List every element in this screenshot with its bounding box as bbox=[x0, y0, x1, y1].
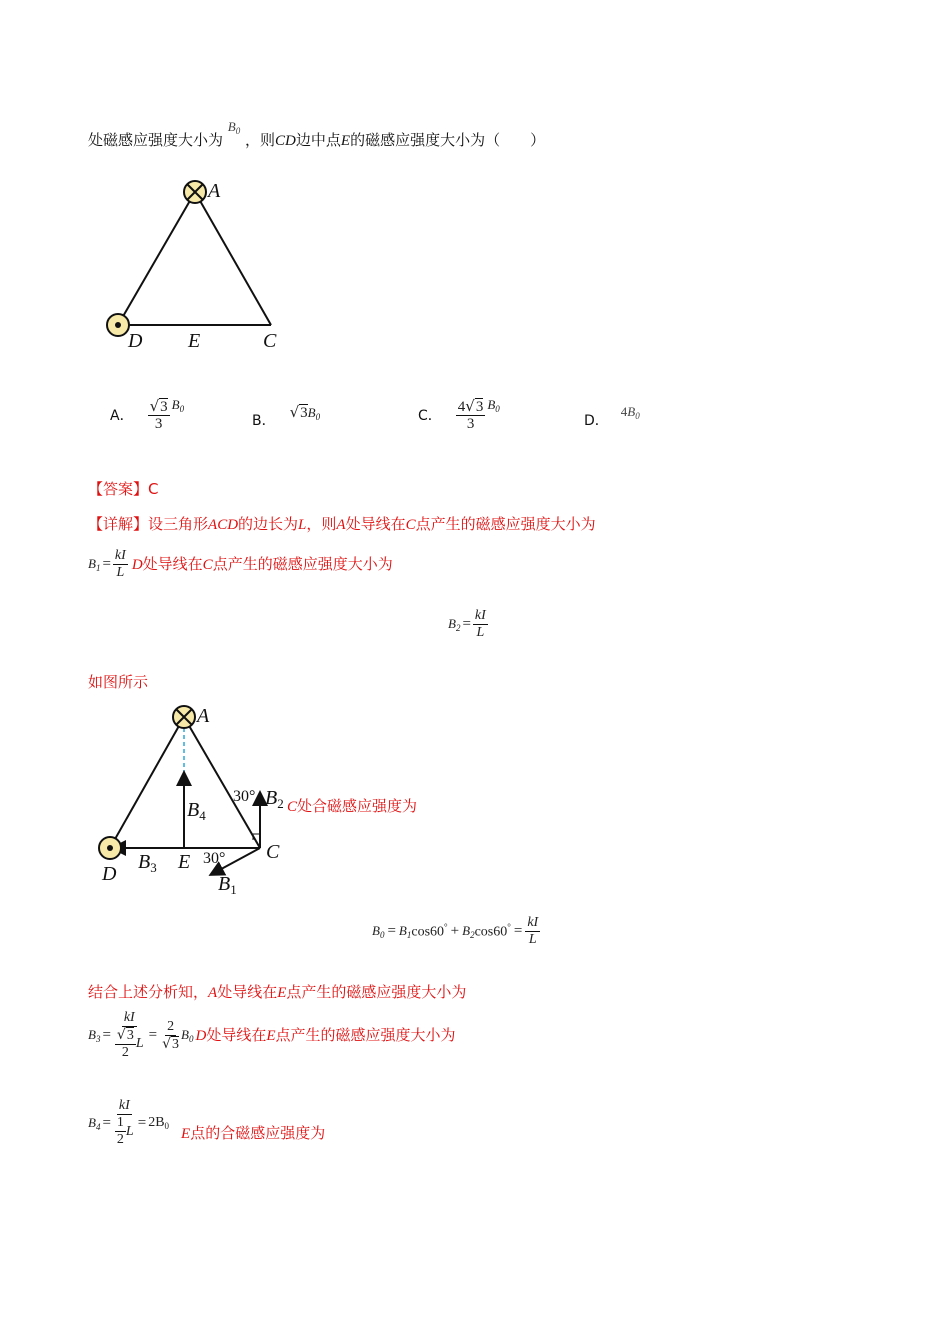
label-a: A bbox=[208, 180, 221, 202]
explanation-line-1 bbox=[88, 514, 596, 535]
label-d: D bbox=[128, 330, 143, 352]
explanation-text: 的边长为 bbox=[238, 515, 299, 533]
option-letter: C． bbox=[418, 408, 442, 424]
explanation-var: ACD bbox=[208, 517, 239, 533]
b1-equation: $B_1$ = $\frac{kI}{L}$ bbox=[88, 548, 126, 580]
question-text: ，则 bbox=[245, 131, 276, 149]
b3-equation-line bbox=[88, 1010, 456, 1061]
b4-equation: $B_4$ = kI $\frac{1}{2}$ L = $2B_0$ bbox=[88, 1098, 170, 1147]
question-line bbox=[88, 119, 546, 155]
answer-line bbox=[88, 479, 159, 499]
b0-equation: $B_0$ = $B_1$ cos60° + $B_2$ cos60° = $\frac{kI}{L}$ bbox=[372, 915, 539, 947]
option-b[interactable] bbox=[252, 400, 320, 440]
explanation-text: 点产生的磁感应强度大小为 bbox=[415, 515, 596, 533]
label-e: E bbox=[178, 851, 191, 873]
wire-out-of-page-icon bbox=[107, 314, 129, 336]
label-b3: $B_3$ bbox=[138, 851, 157, 875]
angle-bottom: 30° bbox=[203, 850, 226, 867]
b4-equation-line bbox=[88, 1098, 325, 1148]
label-c: C bbox=[263, 330, 277, 352]
b2-equation: $B_2$ = $\frac{kI}{L}$ bbox=[448, 608, 486, 640]
option-a[interactable] bbox=[110, 390, 184, 440]
label-b1: $B_1$ bbox=[218, 873, 237, 897]
option-letter: B． bbox=[252, 413, 276, 429]
explanation-line-2: D处导线在C点产生的磁感应强度大小为 bbox=[131, 555, 393, 573]
wire-into-page-icon bbox=[184, 181, 206, 203]
option-letter: A． bbox=[110, 408, 134, 424]
wire-into-page-icon bbox=[173, 706, 195, 728]
b3-equation: $B_3$ = kI $\frac{√3}{2}$ L = $\frac{2}{√3}$ $B_0$ bbox=[88, 1010, 194, 1060]
question-text: 处磁感应强度大小为 bbox=[88, 131, 224, 149]
option-letter: D． bbox=[584, 413, 609, 429]
c-total-text: C处合磁感应强度为 bbox=[287, 797, 418, 815]
answer-label: 【答案】 bbox=[88, 480, 149, 498]
label-a: A bbox=[197, 705, 210, 727]
angle-top: 30° bbox=[233, 788, 256, 805]
option-d[interactable] bbox=[584, 400, 640, 440]
question-text: 边中点 bbox=[295, 131, 341, 149]
question-var: E bbox=[340, 133, 351, 149]
explanation-var: C bbox=[405, 517, 416, 533]
explanation-text: 处导线在 bbox=[345, 515, 406, 533]
figure-triangle-2 bbox=[90, 700, 310, 900]
explanation-label: 【详解】 bbox=[88, 515, 149, 533]
label-b4: $B_4$ bbox=[187, 799, 206, 823]
b0-symbol: $B_0$ bbox=[227, 119, 241, 136]
explanation-var: A bbox=[336, 517, 346, 533]
answer-value: C bbox=[148, 480, 159, 498]
option-a-fraction: $\frac{√3}{3}$ bbox=[149, 397, 168, 432]
label-e: E bbox=[188, 330, 201, 352]
option-c-var: $B_0$ bbox=[487, 396, 500, 414]
explanation-var: L bbox=[298, 517, 307, 533]
combined-line: 结合上述分析知，A处导线在E点产生的磁感应强度大小为 bbox=[88, 983, 467, 1001]
d-to-e-text: D处导线在E点产生的磁感应强度大小为 bbox=[195, 1026, 456, 1044]
label-b2: $B_2$ bbox=[265, 787, 284, 811]
option-d-value: $4B_0$ bbox=[620, 403, 640, 421]
option-a-var: $B_0$ bbox=[171, 396, 185, 414]
explanation-text: 设三角形 bbox=[148, 515, 209, 533]
e-total-text: E点的合磁感应强度为 bbox=[181, 1123, 326, 1142]
question-var: CD bbox=[275, 133, 296, 149]
wire-out-of-page-icon bbox=[99, 837, 121, 859]
question-text: 的磁感应强度大小为（ ） bbox=[350, 131, 546, 149]
as-shown-text: 如图所示 bbox=[88, 673, 149, 691]
figure-triangle-1 bbox=[100, 175, 320, 360]
option-c-fraction: $\frac{4√3}{3}$ bbox=[457, 397, 484, 432]
b1-equation-line bbox=[88, 548, 393, 581]
label-c: C bbox=[266, 841, 280, 863]
explanation-text: ，则 bbox=[306, 515, 337, 533]
option-c[interactable] bbox=[418, 390, 500, 440]
option-b-value: $√3B_0$ bbox=[289, 402, 321, 422]
label-d: D bbox=[102, 863, 117, 885]
